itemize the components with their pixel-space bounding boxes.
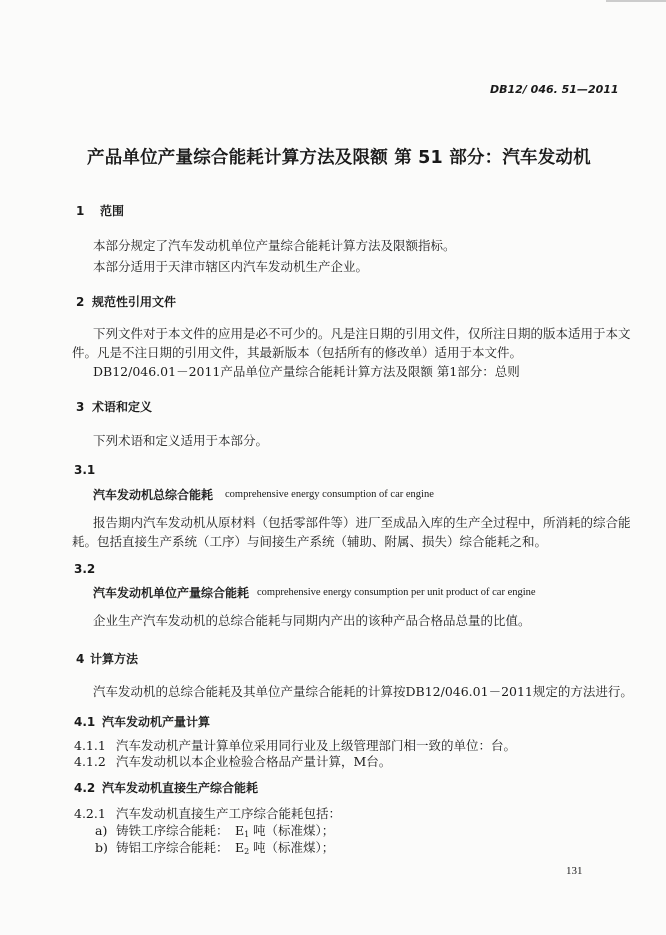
term-3-2-number: 3.2: [74, 562, 96, 576]
list-item-b-label: 铸铝工序综合能耗：: [116, 840, 229, 855]
term-3-1-english: comprehensive energy consumption of car engine: [225, 489, 434, 500]
section-1-number: 1: [76, 204, 85, 218]
list-item-b-unit: 吨（标准煤）；: [253, 840, 335, 855]
list-item-a-marker: a): [95, 823, 108, 838]
section-3-title: 术语和定义: [92, 400, 153, 414]
section-4-para-1: 汽车发动机的总综合能耗及其单位产量综合能耗的计算按DB12/046.01－2011规定的方法进行。: [93, 684, 633, 699]
section-4-number: 4: [76, 652, 85, 666]
list-item-a-label: 铸铁工序综合能耗：: [116, 823, 229, 838]
section-4-title: 计算方法: [90, 652, 139, 666]
clause-4-2-1-number: 4.2.1: [74, 806, 106, 821]
term-3-1-def-1: 报告期内汽车发动机从原材料（包括零部件等）进厂至成品入库的生产全过程中，所消耗的综合能: [93, 515, 631, 530]
page-number: 131: [566, 865, 583, 877]
list-item-a-symbol: $E_1$: [235, 823, 250, 839]
section-1-para-1: 本部分规定了汽车发动机单位产量综合能耗计算方法及限额指标。: [93, 238, 456, 253]
section-2-number: 2: [76, 295, 85, 309]
section-1-para-2: 本部分适用于天津市辖区内汽车发动机生产企业。: [93, 259, 369, 274]
clause-4-1-2-text: 汽车发动机以本企业检验合格品产量计算，M台。: [116, 754, 392, 769]
term-3-1-def-2: 耗。包括直接生产系统（工序）与间接生产系统（辅助、附属、损失）综合能耗之和。: [72, 534, 548, 549]
scan-edge-line: [606, 0, 666, 2]
term-3-2-english: comprehensive energy consumption per unit product of car engine: [257, 587, 536, 598]
term-3-2-title: 汽车发动机单位产量综合能耗: [93, 586, 250, 600]
list-item-b-marker: b): [95, 840, 108, 855]
section-4-2-number: 4.2: [74, 781, 96, 795]
section-3-para-1: 下列术语和定义适用于本部分。: [93, 433, 269, 448]
section-4-2-title: 汽车发动机直接生产综合能耗: [102, 781, 259, 795]
clause-4-1-1-number: 4.1.1: [74, 738, 106, 753]
section-3-number: 3: [76, 400, 85, 414]
section-4-1-number: 4.1: [74, 715, 96, 729]
term-3-2-def-1: 企业生产汽车发动机的总综合能耗与同期内产出的该种产品合格品总量的比值。: [93, 613, 531, 628]
section-2-reference: DB12/046.01－2011产品单位产量综合能耗计算方法及限额 第1部分：总则: [93, 364, 520, 379]
list-item-b-symbol: $E_2$: [235, 840, 250, 856]
term-3-1-number: 3.1: [74, 463, 96, 477]
section-4-1-title: 汽车发动机产量计算: [102, 715, 211, 729]
clause-4-2-1-text: 汽车发动机直接生产工序综合能耗包括：: [116, 806, 342, 821]
clause-4-1-2-number: 4.1.2: [74, 754, 106, 769]
list-item-a-unit: 吨（标准煤）；: [253, 823, 335, 838]
clause-4-1-1-text: 汽车发动机产量计算单位采用同行业及上级管理部门相一致的单位：台。: [116, 738, 517, 753]
standard-number: DB12/ 046. 51—2011: [490, 83, 619, 96]
section-2-para-1a: 下列文件对于本文件的应用是必不可少的。凡是注日期的引用文件，仅所注日期的版本适用于本文: [93, 326, 631, 341]
section-1-title: 范围: [100, 204, 125, 218]
section-2-title: 规范性引用文件: [92, 295, 177, 309]
page-title: 产品单位产量综合能耗计算方法及限额 第 51 部分：汽车发动机: [87, 148, 591, 168]
term-3-1-title: 汽车发动机总综合能耗: [93, 488, 214, 502]
section-2-para-1b: 件。凡是不注日期的引用文件，其最新版本（包括所有的修改单）适用于本文件。: [72, 345, 523, 360]
